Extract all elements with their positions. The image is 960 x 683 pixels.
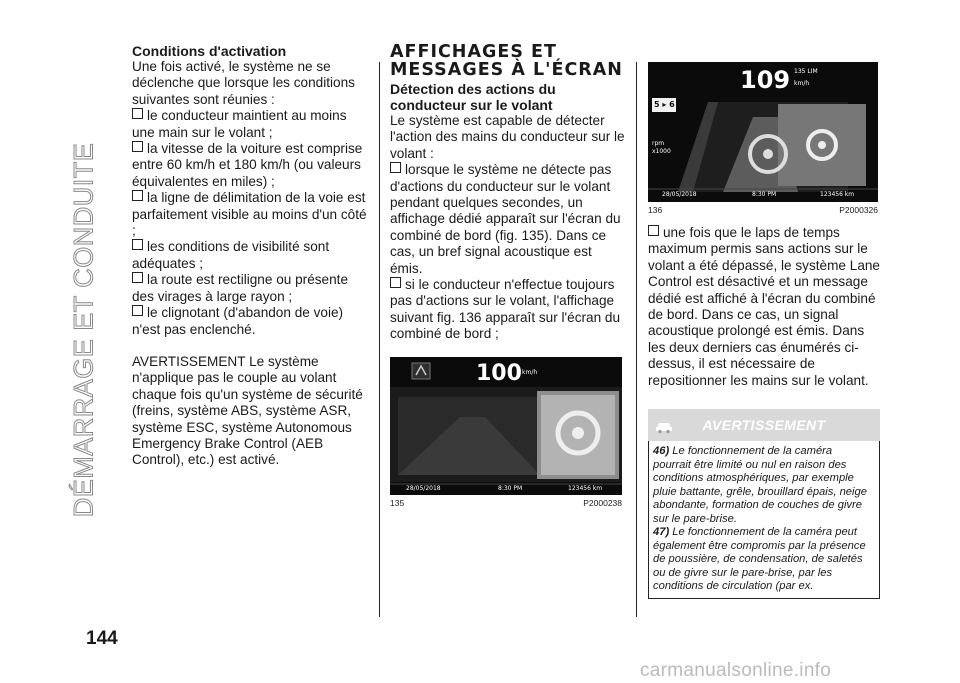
list-item — [132, 190, 368, 239]
figure-136-dashboard — [648, 62, 878, 202]
dashboard-time: 8:30 PM — [498, 484, 523, 492]
figure-code: P2000238 — [583, 497, 622, 508]
figure-136-caption — [648, 205, 878, 215]
warning-paragraph: AVERTISSEMENT Le système n'applique pas le couple au volant chaque fois qu'un système de sécurité (freins, système ABS, système ASR, système ESC, système Autonomous Emergency Brake Control (AEB Control), etc.) est activé. — [132, 353, 363, 468]
warning-box-body — [648, 441, 880, 599]
list-item — [648, 225, 880, 389]
speed-unit: km/h — [522, 368, 538, 376]
warning-item-text: Le fonctionnement de la caméra peut également être compromis par la présence de poussière, de condensation, de saletés ou de givre sur le pare-brise, par les conditions de circulation (par ex. — [653, 526, 866, 593]
section-title-line-2: MESSAGES À L'ÉCRAN — [390, 60, 623, 80]
list-item — [132, 305, 368, 338]
speed-readout: 109 — [740, 66, 791, 94]
column-3 — [648, 62, 880, 599]
dashboard-date: 28/05/2018 — [662, 191, 697, 198]
list-item-text: la vitesse de la voiture est comprise entre 60 km/h et 180 km/h (ou valeurs équivalentes en miles) ; — [132, 141, 363, 189]
list-item-text: une fois que le laps de temps maximum permis sans actions sur le volant a été dépassé, le système Lane Control est désactivé et un message dédié est affiché à l'écran du combiné de bord. Dans ce cas, un signal acoustique prolongé est émis. Dans les deux derniers cas énumérés ci-dessus, il est nécessaire de repositionner les mains sur le volant. — [648, 225, 880, 388]
list-item-text: le conducteur maintient au moins une main sur le volant ; — [132, 108, 347, 140]
warning-item — [653, 445, 873, 526]
dashboard-odometer: 123456 km — [568, 484, 603, 492]
speed-unit: km/h — [794, 80, 810, 87]
list-item-text: les conditions de visibilité sont adéquates ; — [132, 239, 330, 271]
checkbox-bullet-icon — [132, 141, 143, 152]
page-number: 144 — [86, 628, 118, 649]
speed-limit-label: 135 LIM — [794, 68, 818, 75]
watermark: carmanualsonline.info — [640, 660, 832, 681]
list-item-text: la route est rectiligne ou présente des virages à large rayon ; — [132, 272, 349, 304]
checkbox-bullet-icon — [132, 190, 143, 201]
list-item — [390, 162, 626, 277]
figure-number: 136 — [648, 205, 663, 215]
dashboard-date: 28/05/2018 — [406, 484, 441, 492]
detection-intro: Le système est capable de détecter l'action des mains du conducteur sur le volant : — [390, 113, 625, 161]
column-divider — [636, 62, 637, 617]
dashboard-time: 8:30 PM — [752, 191, 777, 198]
detection-subheading: Détection des actions du conducteur sur le volant — [390, 81, 556, 113]
list-item — [132, 272, 368, 305]
checkbox-bullet-icon — [648, 225, 659, 236]
section-title-line-1: AFFICHAGES ET — [390, 42, 557, 62]
checkbox-bullet-icon — [390, 277, 401, 288]
figure-135-dashboard — [390, 357, 622, 495]
list-item — [390, 277, 626, 343]
column-2 — [390, 43, 626, 508]
dashboard-odometer: 123456 km — [820, 191, 855, 198]
car-warning-icon — [654, 415, 674, 435]
rpm-scale: x1000 — [652, 148, 671, 155]
list-item-text: lorsque le système ne détecte pas d'actions du conducteur sur le volant pendant quelques secondes, un affichage dédié apparaît sur l'écran du combiné de bord (fig. 135). Dans ce cas, un bref signal acoustique est émis. — [390, 162, 621, 276]
column-1 — [132, 43, 368, 469]
checkbox-bullet-icon — [132, 239, 143, 250]
column-divider — [379, 62, 380, 617]
warning-item — [653, 526, 873, 594]
list-item-text: le clignotant (d'abandon de voie) n'est pas enclenché. — [132, 305, 344, 337]
conditions-intro: Une fois activé, le système ne se déclenche que lorsque les conditions suivantes sont réunies : — [132, 59, 355, 107]
rpm-label: rpm — [652, 140, 665, 147]
figure-number: 135 — [390, 497, 405, 508]
checkbox-bullet-icon — [132, 305, 143, 316]
warning-box-header — [648, 409, 880, 441]
speed-readout: 100 — [476, 360, 522, 386]
warning-item-number: 46) — [653, 445, 670, 458]
list-item-text: si le conducteur n'effectue toujours pas d'actions sur le volant, l'affichage suivant fig. 136 apparaît sur l'écran du combiné de bord ; — [390, 277, 621, 342]
checkbox-bullet-icon — [390, 162, 401, 173]
list-item — [132, 141, 368, 190]
list-item — [132, 108, 368, 141]
figure-code: P2000326 — [839, 205, 878, 215]
warning-box-title: AVERTISSEMENT — [702, 417, 826, 434]
list-item-text: la ligne de délimitation de la voie est parfaitement visible au moins d'un côté ; — [132, 190, 367, 239]
list-item — [132, 239, 368, 272]
chapter-side-title-text: DÉMARRAGE ET CONDUITE — [68, 142, 99, 518]
gear-indicator: 5 ▸ 6 — [654, 100, 675, 109]
conditions-heading: Conditions d'activation — [132, 43, 287, 59]
figure-135-caption — [390, 498, 622, 508]
checkbox-bullet-icon — [132, 108, 143, 119]
checkbox-bullet-icon — [132, 272, 143, 283]
warning-item-number: 47) — [653, 526, 670, 539]
warning-item-text: Le fonctionnement de la caméra pourrait être limité ou nul en raison des conditions atmosphériques, par exemple pluie battante, grêle, brouillard épais, neige abondante, formation de couches de givre sur le pare-brise. — [653, 445, 867, 525]
